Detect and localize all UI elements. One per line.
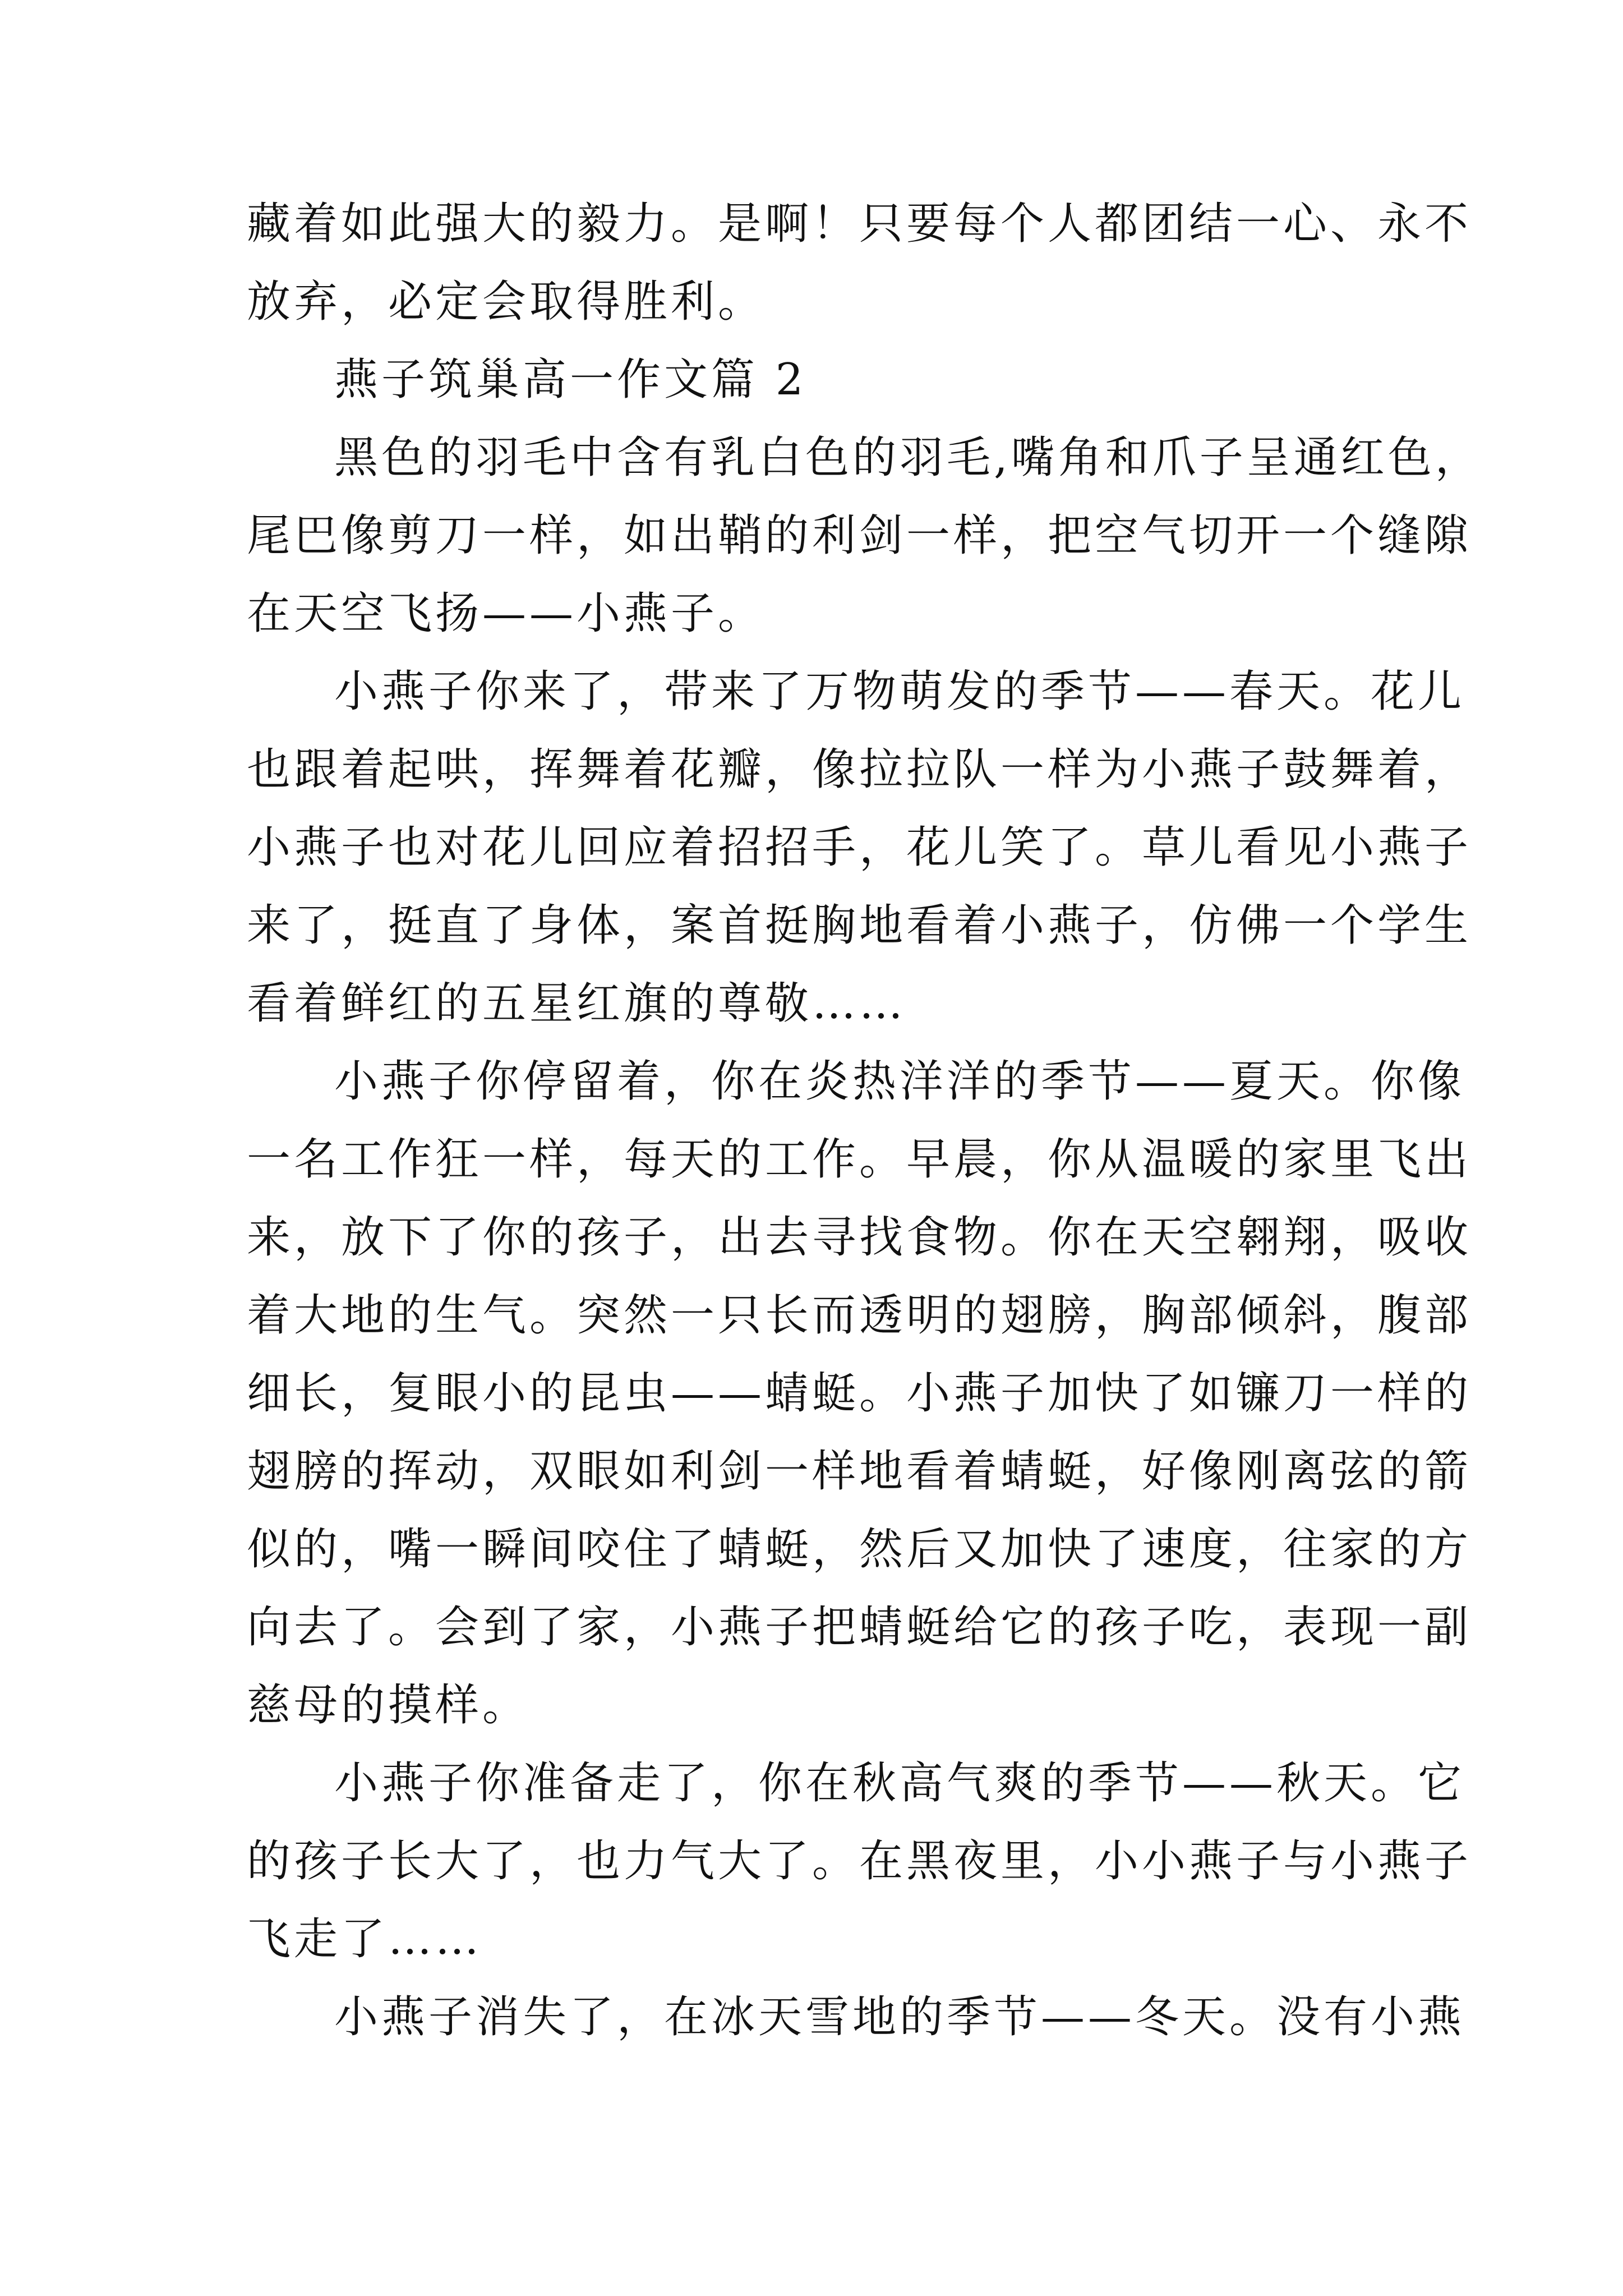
essay-body [247, 185, 1482, 2056]
text-line: 一名工作狂一样，每天的工作。早晨，你从温暖的家里飞出 [247, 1134, 1472, 1185]
text-line: 来，放下了你的孩子，出去寻找食物。你在天空翱翔，吸收 [247, 1212, 1472, 1263]
text-line: 细长，复眼小的昆虫——蜻蜓。小燕子加快了如镰刀一样的 [247, 1368, 1472, 1419]
text-line: 慈母的摸样。 [247, 1680, 530, 1731]
text-line: 翅膀的挥动，双眼如利剑一样地看着蜻蜓，好像刚离弦的箭 [247, 1446, 1472, 1497]
text-line: 似的，嘴一瞬间咬住了蜻蜓，然后又加快了速度，往家的方 [247, 1524, 1472, 1575]
text-line: 黑色的羽毛中含有乳白色的羽毛,嘴角和爪子呈通红色， [334, 432, 1482, 483]
text-line: 藏着如此强大的毅力。是啊！只要每个人都团结一心、永不 [247, 199, 1472, 249]
text-line: 尾巴像剪刀一样，如出鞘的利剑一样，把空气切开一个缝隙 [247, 510, 1472, 561]
text-line: 看着鲜红的五星红旗的尊敬…… [247, 978, 907, 1029]
text-line: 也跟着起哄，挥舞着花瓣，像拉拉队一样为小燕子鼓舞着， [247, 744, 1472, 795]
text-line: 来了，挺直了身体，案首挺胸地看着小燕子，仿佛一个学生 [247, 900, 1472, 951]
text-line: 小燕子也对花儿回应着招招手，花儿笑了。草儿看见小燕子 [247, 822, 1472, 873]
text-line: 小燕子你停留着，你在炎热洋洋的季节——夏天。你像 [334, 1056, 1465, 1107]
text-line: 的孩子长大了，也力气大了。在黑夜里，小小燕子与小燕子 [247, 1836, 1472, 1887]
text-line: 向去了。会到了家，小燕子把蜻蜓给它的孩子吃，表现一副 [247, 1602, 1472, 1653]
section-heading: 燕子筑巢高一作文篇 2 [334, 355, 807, 405]
text-line: 飞走了…… [247, 1914, 483, 1964]
text-line: 在天空飞扬——小燕子。 [247, 588, 766, 639]
text-line: 小燕子你来了，带来了万物萌发的季节——春天。花儿 [334, 666, 1465, 717]
text-line: 着大地的生气。突然一只长而透明的翅膀，胸部倾斜，腹部 [247, 1290, 1472, 1341]
text-line: 小燕子你准备走了，你在秋高气爽的季节——秋天。它 [334, 1758, 1465, 1809]
text-line: 放弃，必定会取得胜利。 [247, 277, 766, 327]
text-line: 小燕子消失了，在冰天雪地的季节——冬天。没有小燕 [334, 1992, 1465, 2042]
